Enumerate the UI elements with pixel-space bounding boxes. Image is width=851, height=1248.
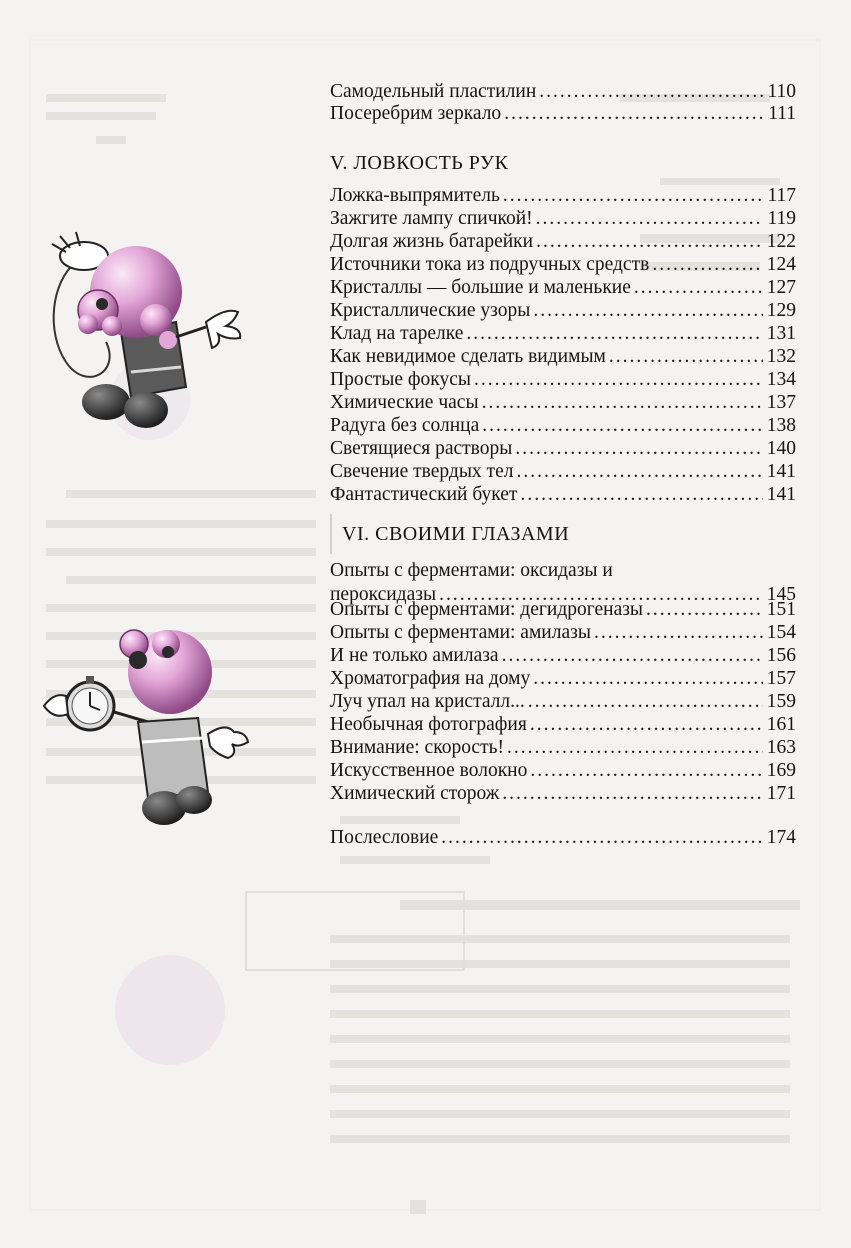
toc-entry-page: 156	[766, 645, 796, 666]
toc-entry-page: 111	[768, 103, 796, 124]
toc-entry	[330, 460, 796, 484]
toc-entry-page: 131	[766, 323, 796, 344]
toc-entry-title: Простые фокусы	[330, 369, 471, 390]
toc-leader-dots	[466, 322, 762, 346]
toc-entry-title: Химические часы	[330, 392, 479, 413]
toc-entry-title: Светящиеся растворы	[330, 438, 513, 459]
toc-leader-dots	[533, 299, 762, 323]
toc-entry	[330, 414, 796, 438]
toc-entry-afterword	[330, 826, 796, 850]
toc-entry	[330, 253, 796, 277]
toc-entry-title: Опыты с ферментами: дегидрогеназы	[330, 599, 644, 620]
toc-entry	[330, 207, 796, 231]
toc-entry	[330, 667, 796, 691]
toc-leader-dots	[520, 483, 762, 507]
toc-entry-title: Источники тока из подручных средств	[330, 254, 650, 275]
toc-leader-dots	[530, 713, 763, 737]
toc-leader-dots	[482, 391, 763, 415]
toc-entry	[330, 299, 796, 323]
toc-leader-dots	[609, 345, 763, 369]
toc-entry-title: Внимание: скорость!	[330, 737, 504, 758]
toc-entry-title: Фантастический букет	[330, 484, 518, 505]
toc-entry	[330, 230, 796, 254]
toc-entry-page: 161	[766, 714, 796, 735]
toc-entry-title: Клад на тарелке	[330, 323, 464, 344]
toc-entry-page: 138	[766, 415, 796, 436]
section-heading-6: VI. СВОИМИ ГЛАЗАМИ	[342, 523, 570, 545]
toc-entry-title: Послесловие	[330, 827, 439, 848]
toc-entry	[330, 437, 796, 461]
toc-entry	[330, 102, 796, 126]
toc-entry-title-line1: Опыты с ферментами: оксидазы и	[330, 560, 613, 581]
toc-entry-page: 141	[766, 461, 796, 482]
toc-leader-dots	[482, 414, 763, 438]
toc-entry-page: 119	[767, 208, 796, 229]
toc-entry-page: 151	[766, 599, 796, 620]
toc-leader-dots	[652, 253, 762, 277]
toc-entry-title: Самодельный пластилин	[330, 81, 537, 102]
toc-entry-title: Кристаллы — большие и маленькие	[330, 277, 631, 298]
toc-entry-page: 132	[766, 346, 796, 367]
toc-entry	[330, 690, 796, 714]
toc-entry-page: 127	[766, 277, 796, 298]
toc-entry	[330, 598, 796, 622]
toc-entry-page: 129	[766, 300, 796, 321]
toc-entry	[330, 184, 796, 208]
toc-leader-dots	[515, 437, 762, 461]
toc-entry-page: 122	[766, 231, 796, 252]
toc-leader-dots	[502, 644, 763, 668]
toc-entry	[330, 80, 796, 104]
toc-leader-dots	[646, 598, 763, 622]
toc-entry-title: Химический сторож	[330, 783, 500, 804]
toc-entry-title: Посеребрим зеркало	[330, 103, 502, 124]
toc-entry-page: 163	[766, 737, 796, 758]
toc-entry-page: 169	[766, 760, 796, 781]
toc-entry-page: 171	[766, 783, 796, 804]
toc-entry	[330, 345, 796, 369]
toc-leader-dots	[504, 102, 764, 126]
toc-leader-dots	[536, 230, 763, 254]
toc-entry-title: Долгая жизнь батарейки	[330, 231, 534, 252]
toc-leader-dots	[536, 207, 764, 231]
toc-leader-dots	[507, 736, 763, 760]
toc-entry-page: 110	[767, 81, 796, 102]
toc-entry-title: Хроматография на дому	[330, 668, 531, 689]
toc-entry-title: Луч упал на кристалл...	[330, 691, 525, 712]
toc-leader-dots	[634, 276, 763, 300]
toc-leader-dots	[533, 667, 762, 691]
toc-entry-page: 117	[767, 185, 796, 206]
toc-entry-title: Свечение твердых тел	[330, 461, 514, 482]
toc-entry-page: 157	[766, 668, 796, 689]
toc-entry-page: 154	[766, 622, 796, 643]
toc-entry	[330, 276, 796, 300]
toc-entry	[330, 621, 796, 645]
toc-entry-title: Опыты с ферментами: амилазы	[330, 622, 591, 643]
toc-entry	[330, 483, 796, 507]
toc-entry-title-line2: пероксидазы	[330, 584, 437, 605]
toc-entry-title: Как невидимое сделать видимым	[330, 346, 606, 367]
toc-entry-page: 140	[766, 438, 796, 459]
section-divider	[330, 514, 332, 554]
molecule-mascot-with-lasso	[36, 222, 246, 442]
toc-entry	[330, 368, 796, 392]
toc-leader-dots	[441, 826, 762, 850]
toc-entry-page: 134	[766, 369, 796, 390]
toc-entry	[330, 713, 796, 737]
toc-leader-dots	[539, 80, 763, 104]
toc-entry-title: Искусственное волокно	[330, 760, 528, 781]
toc-leader-dots	[502, 782, 762, 806]
toc-entry-title: Зажгите лампу спичкой!	[330, 208, 533, 229]
toc-leader-dots	[594, 621, 763, 645]
toc-entry-page: 124	[766, 254, 796, 275]
toc-entry-page: 174	[766, 827, 796, 848]
toc-entry	[330, 736, 796, 760]
toc-entry	[330, 782, 796, 806]
toc-entry	[330, 391, 796, 415]
toc-entry	[330, 759, 796, 783]
toc-entry-title: Радуга без солнца	[330, 415, 480, 436]
toc-entry-page: 137	[766, 392, 796, 413]
toc-entry-title: Необычная фотография	[330, 714, 527, 735]
toc-entry-page: 159	[766, 691, 796, 712]
toc-entry-title: Кристаллические узоры	[330, 300, 531, 321]
toc-entry-page: 145	[766, 584, 796, 605]
toc-entry	[330, 644, 796, 668]
toc-leader-dots	[516, 460, 762, 484]
toc-leader-dots	[503, 184, 764, 208]
toc-entry-title: И не только амилаза	[330, 645, 499, 666]
toc-entry-title: Ложка-выпрямитель	[330, 185, 500, 206]
toc-leader-dots	[530, 759, 762, 783]
toc-entry	[330, 322, 796, 346]
toc-entry-page: 141	[766, 484, 796, 505]
toc-leader-dots	[528, 690, 763, 714]
molecule-mascot-with-stopwatch	[38, 622, 270, 840]
toc-leader-dots	[474, 368, 763, 392]
section-heading-5: V. ЛОВКОСТЬ РУК	[330, 152, 509, 174]
